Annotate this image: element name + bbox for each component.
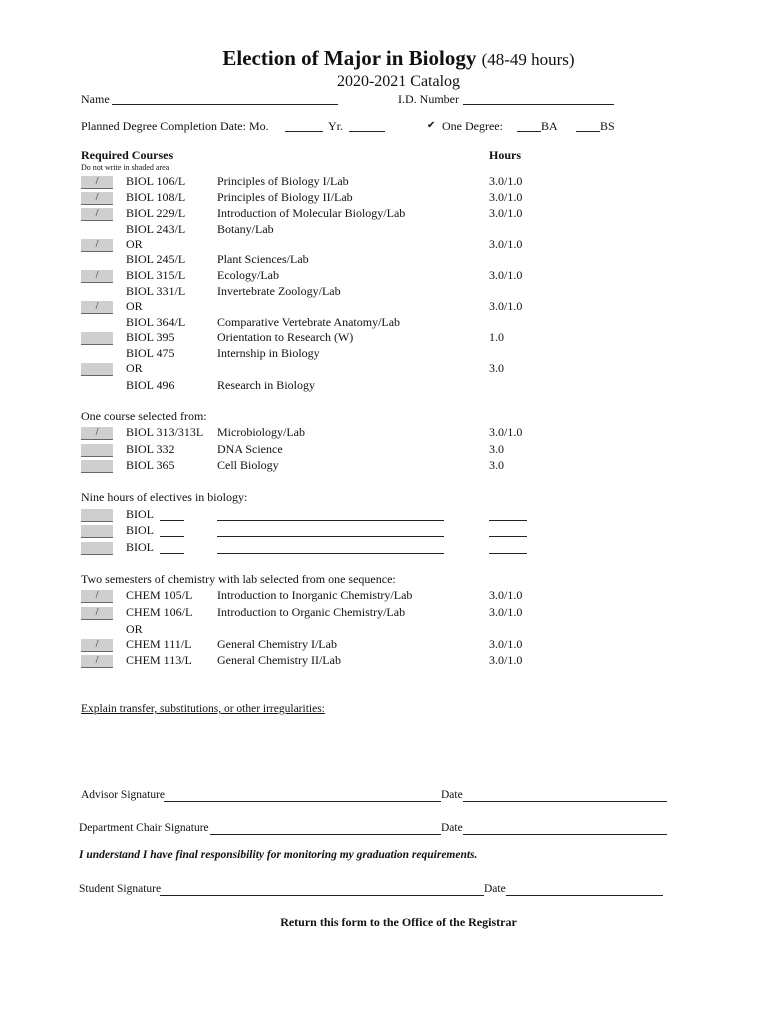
- student-date-label: Date: [484, 883, 506, 895]
- checkmark-icon: ✔: [427, 120, 436, 131]
- course-code: CHEM 105/L: [126, 588, 193, 602]
- return-instructions: Return this form to the Office of the Registrar: [280, 915, 517, 929]
- shaded-box: [81, 363, 113, 376]
- course-hours: 3.0/1.0: [489, 299, 523, 313]
- course-code: OR: [126, 299, 143, 313]
- shaded-box: [81, 444, 113, 457]
- explain-label: Explain transfer, substitutions, or other irregularities:: [81, 703, 325, 715]
- course-hours: 3.0/1.0: [489, 588, 523, 602]
- course-hours: 3.0/1.0: [489, 425, 523, 439]
- course-code: BIOL 332: [126, 442, 175, 456]
- course-title: Ecology/Lab: [217, 268, 279, 282]
- required-courses-heading: Required Courses: [81, 148, 174, 162]
- course-title: Botany/Lab: [217, 222, 274, 236]
- catalog-year: 2020-2021 Catalog: [336, 73, 461, 90]
- shaded-box: [81, 509, 113, 522]
- hours-heading: Hours: [489, 148, 522, 162]
- elective-number-field[interactable]: [160, 553, 184, 554]
- one-degree-label: One Degree:: [442, 119, 503, 133]
- elective-hours-field[interactable]: [489, 536, 527, 537]
- course-code: BIOL 106/L: [126, 174, 186, 188]
- course-code: BIOL 395: [126, 330, 175, 344]
- shaded-box: /: [81, 590, 113, 603]
- student-signature-label: Student Signature: [79, 883, 162, 895]
- explain-area[interactable]: [81, 722, 681, 782]
- course-title: Microbiology/Lab: [217, 425, 305, 439]
- shaded-box: /: [81, 607, 113, 620]
- elective-hours-field[interactable]: [489, 553, 527, 554]
- name-label: Name: [81, 92, 110, 106]
- id-field[interactable]: [463, 104, 614, 105]
- course-title: Research in Biology: [217, 378, 315, 392]
- course-title: General Chemistry II/Lab: [217, 653, 341, 667]
- completion-year-field[interactable]: [349, 131, 385, 132]
- elective-course-label: BIOL: [126, 507, 154, 521]
- chair-signature-label: Department Chair Signature: [79, 822, 209, 834]
- course-code: BIOL 496: [126, 378, 175, 392]
- course-code: BIOL 315/L: [126, 268, 186, 282]
- course-code: CHEM 106/L: [126, 605, 193, 619]
- course-code: BIOL 364/L: [126, 315, 186, 329]
- course-title: DNA Science: [217, 442, 283, 456]
- course-hours: 3.0: [489, 361, 504, 375]
- course-code: BIOL 313/313L: [126, 425, 204, 439]
- course-hours: 3.0/1.0: [489, 174, 523, 188]
- course-title: Principles of Biology I/Lab: [217, 174, 349, 188]
- course-title: Introduction to Organic Chemistry/Lab: [217, 605, 406, 619]
- name-field[interactable]: [112, 104, 338, 105]
- shaded-box: /: [81, 239, 113, 252]
- course-code: OR: [126, 237, 143, 251]
- student-date-field[interactable]: [506, 895, 663, 896]
- chair-date-field[interactable]: [463, 834, 667, 835]
- advisor-date-field[interactable]: [463, 801, 667, 802]
- course-title: Comparative Vertebrate Anatomy/Lab: [217, 315, 401, 329]
- one-course-heading: One course selected from:: [81, 409, 207, 423]
- shaded-box: /: [81, 655, 113, 668]
- course-hours: 3.0/1.0: [489, 190, 523, 204]
- shaded-box: /: [81, 427, 113, 440]
- shaded-box: /: [81, 192, 113, 205]
- course-code: OR: [126, 361, 143, 375]
- shaded-area-note: Do not write in shaded area: [81, 163, 170, 172]
- electives-heading: Nine hours of electives in biology:: [81, 490, 248, 504]
- course-hours: 3.0/1.0: [489, 206, 523, 220]
- elective-title-field[interactable]: [217, 553, 444, 554]
- course-hours: 3.0: [489, 458, 504, 472]
- shaded-box: [81, 542, 113, 555]
- bs-field[interactable]: [576, 131, 600, 132]
- completion-month-field[interactable]: [285, 131, 323, 132]
- advisor-signature-label: Advisor Signature: [81, 789, 166, 801]
- chair-signature-field[interactable]: [210, 834, 441, 835]
- chemistry-heading: Two semesters of chemistry with lab selected from one sequence:: [81, 572, 396, 586]
- course-title: Orientation to Research (W): [217, 330, 354, 344]
- ba-field[interactable]: [517, 131, 541, 132]
- advisor-date-label: Date: [441, 789, 463, 801]
- course-hours: 3.0/1.0: [489, 268, 523, 282]
- shaded-box: /: [81, 639, 113, 652]
- elective-course-label: BIOL: [126, 523, 154, 537]
- advisor-signature-field[interactable]: [164, 801, 441, 802]
- shaded-box: /: [81, 301, 113, 314]
- course-title: General Chemistry I/Lab: [217, 637, 337, 651]
- shaded-box: [81, 460, 113, 473]
- course-title: Principles of Biology II/Lab: [217, 190, 353, 204]
- shaded-box: /: [81, 208, 113, 221]
- course-code: BIOL 108/L: [126, 190, 186, 204]
- student-signature-field[interactable]: [160, 895, 484, 896]
- course-code: BIOL 475: [126, 346, 175, 360]
- course-hours: 3.0/1.0: [489, 237, 523, 251]
- elective-number-field[interactable]: [160, 520, 184, 521]
- course-title: Internship in Biology: [217, 346, 320, 360]
- course-code: CHEM 113/L: [126, 653, 192, 667]
- course-hours: 3.0/1.0: [489, 637, 523, 651]
- course-code: BIOL 243/L: [126, 222, 186, 236]
- form-title: Election of Major in Biology (48-49 hours): [222, 46, 575, 70]
- ba-label: BA: [541, 119, 558, 133]
- shaded-box: [81, 332, 113, 345]
- completion-date-label: Planned Degree Completion Date: Mo.: [81, 119, 269, 133]
- elective-title-field[interactable]: [217, 520, 444, 521]
- course-title: Introduction to Inorganic Chemistry/Lab: [217, 588, 413, 602]
- course-hours: 3.0/1.0: [489, 605, 523, 619]
- responsibility-statement: I understand I have final responsibility for monitoring my graduation requirements.: [79, 849, 478, 861]
- chair-date-label: Date: [441, 822, 463, 834]
- course-title: Cell Biology: [217, 458, 279, 472]
- shaded-box: [81, 525, 113, 538]
- course-title: Plant Sciences/Lab: [217, 252, 309, 266]
- course-code: CHEM 111/L: [126, 637, 192, 651]
- completion-year-label: Yr.: [328, 119, 343, 133]
- course-hours: 3.0: [489, 442, 504, 456]
- course-code: BIOL 365: [126, 458, 175, 472]
- id-label: I.D. Number: [398, 92, 459, 106]
- course-hours: 1.0: [489, 330, 504, 344]
- elective-course-label: BIOL: [126, 540, 154, 554]
- shaded-box: /: [81, 176, 113, 189]
- elective-title-field[interactable]: [217, 536, 444, 537]
- course-code: BIOL 331/L: [126, 284, 186, 298]
- course-hours: 3.0/1.0: [489, 653, 523, 667]
- elective-number-field[interactable]: [160, 536, 184, 537]
- course-code: OR: [126, 622, 143, 636]
- course-code: BIOL 229/L: [126, 206, 186, 220]
- course-title: Invertebrate Zoology/Lab: [217, 284, 341, 298]
- course-title: Introduction of Molecular Biology/Lab: [217, 206, 406, 220]
- bs-label: BS: [600, 119, 615, 133]
- elective-hours-field[interactable]: [489, 520, 527, 521]
- shaded-box: /: [81, 270, 113, 283]
- course-code: BIOL 245/L: [126, 252, 186, 266]
